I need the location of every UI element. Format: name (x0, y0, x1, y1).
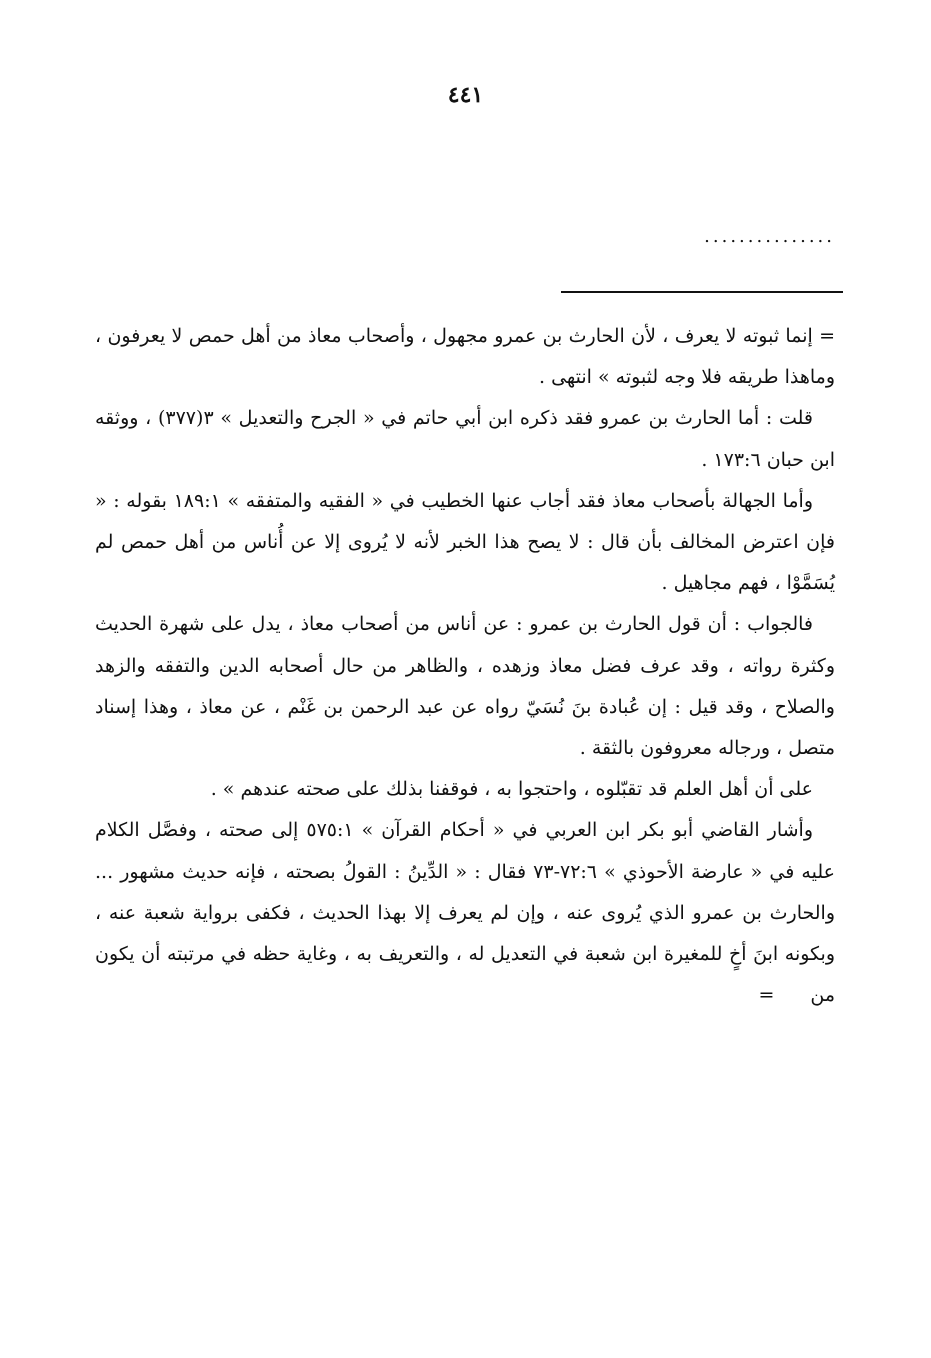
footnote-separator (561, 291, 843, 293)
footnote-paragraph: على أن أهل العلم قد تقبّلوه ، واحتجوا به ، فوقفنا بذلك على صحته عندهم » . (210, 778, 813, 801)
footnote-paragraph: = إنما ثبوته لا يعرف ، لأن الحارث بن عمرو مجهول ، وأصحاب معاذ من أهل حمص لا يعرفون ، وماهذا طريقه فلا وجه لثبوته » انتهى . (95, 325, 835, 389)
footnote-paragraph: فالجواب : أن قول الحارث بن عمرو : عن أناس من أصحاب معاذ ، يدل على شهرة الحديث وكثرة رواته ، وقد عرف فضل معاذ وزهده ، والظاهر من حال أصحابه الدين والتفقه والزهد والصلاح ، وقد قيل : إن عُبادة بنَ نُسَيّ رواه عن عبد الرحمن بن غَنْم ، عن معاذ ، وهذا إسناد متصل ، ورجاله معروفون بالثقة . (95, 613, 835, 760)
footnote-paragraph-text: وأشار القاضي أبو بكر ابن العربي في « أحكام القرآن » ٥٧٥:١ إلى صحته ، وفصَّل الكلام عليه في « عارضة الأحوذي » ٧٢:٦-٧٣ فقال : « الدِّينُ : القولُ بصحته ، فإنه حديث مشهور ... والحارث بن عمرو الذي يُروى عنه ، وإن لم يعرف إلا بهذا الحديث ، فكفى برواية شعبة عنه ، وبكونه ابنَ أخٍ للمغيرة ابن شعبة في التعديل له ، والتعريف به ، وغاية حظه في مرتبته أن يكون من (95, 819, 835, 1007)
footnote-paragraph (95, 810, 835, 1016)
continuation-mark: = (758, 984, 775, 1007)
footnote-paragraph: قلت : أما الحارث بن عمرو فقد ذكره ابن أبي حاتم في « الجرح والتعديل » ٣(٣٧٧) ، ووثقه ابن حبان ١٧٣:٦ . (95, 407, 835, 471)
page-number: ٤٤١ (447, 82, 484, 108)
footnote-text (95, 316, 835, 1016)
footnote-paragraph: وأما الجهالة بأصحاب معاذ فقد أجاب عنها الخطيب في « الفقيه والمتفقه » ١٨٩:١ بقوله : « فإن اعترض المخالف بأن قال : لا يصح هذا الخبر لأنه لا يُروى إلا عن أُناس من أهل حمص لم يُسَمَّوْا ، فهم مجاهيل . (95, 489, 835, 595)
ellipsis-dots: ............... (704, 226, 835, 247)
